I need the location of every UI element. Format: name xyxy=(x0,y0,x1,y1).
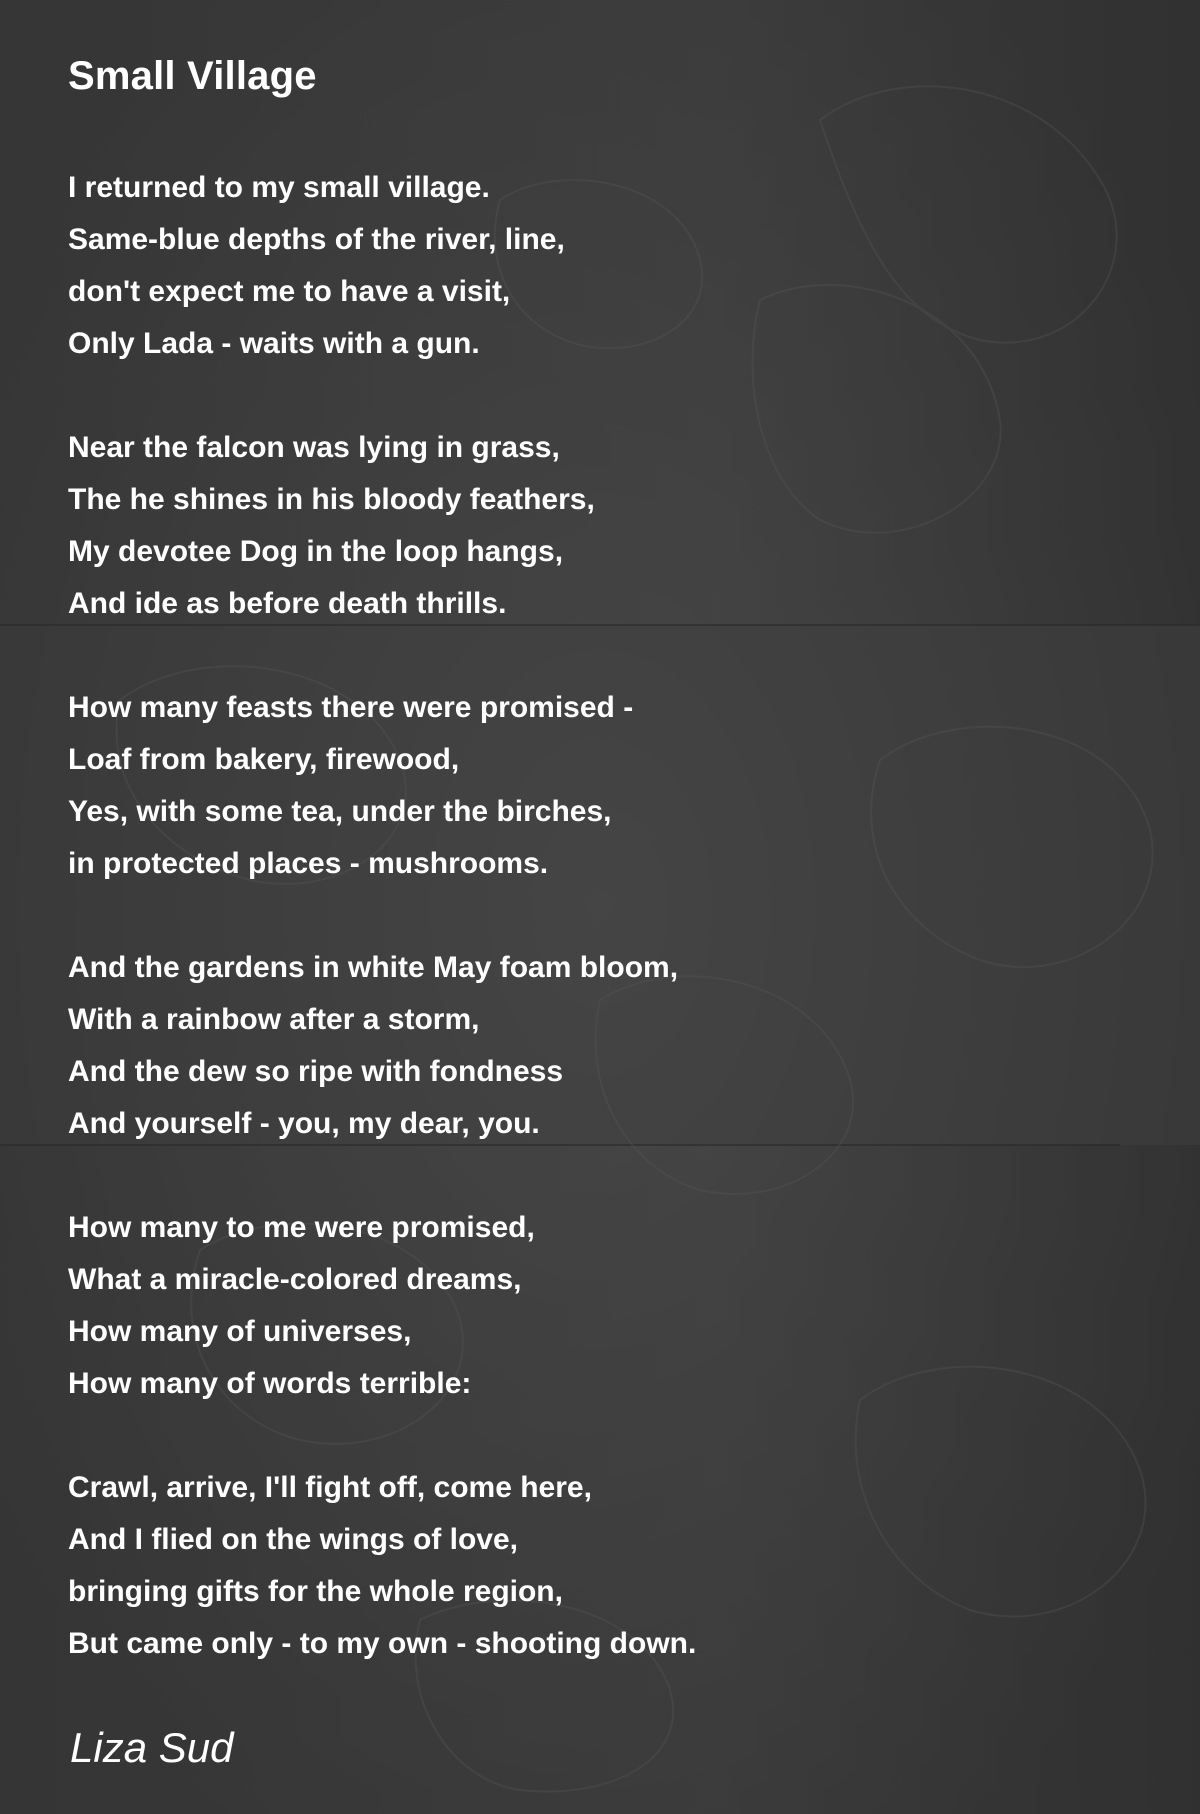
poem-container xyxy=(68,50,1148,1774)
poem-line: My devotee Dog in the loop hangs, xyxy=(68,535,564,568)
poem-line: Near the falcon was lying in grass, xyxy=(68,431,560,464)
poem-line: How many of universes, xyxy=(68,1315,412,1348)
stanza xyxy=(68,682,1148,890)
poem-line: And I flied on the wings of love, xyxy=(68,1523,518,1556)
stanza xyxy=(68,1202,1148,1410)
poem-line: And the dew so ripe with fondness xyxy=(68,1055,564,1088)
poem-body xyxy=(68,162,1148,1670)
poem-line: bringing gifts for the whole region, xyxy=(68,1575,563,1608)
poem-line: Same-blue depths of the river, line, xyxy=(68,223,565,256)
stanza xyxy=(68,422,1148,630)
poem-line: With a rainbow after a storm, xyxy=(68,1003,480,1036)
poem-line: The he shines in his bloody feathers, xyxy=(68,483,595,516)
stanza xyxy=(68,1462,1148,1670)
poem-author: Liza Sud xyxy=(70,1724,234,1771)
stanza xyxy=(68,942,1148,1150)
poem-line: But came only - to my own - shooting down. xyxy=(68,1627,697,1660)
poem-line: And the gardens in white May foam bloom, xyxy=(68,951,679,984)
poem-line: Yes, with some tea, under the birches, xyxy=(68,795,612,828)
poem-line: Loaf from bakery, firewood, xyxy=(68,743,460,776)
stanza xyxy=(68,162,1148,370)
poem-line: Crawl, arrive, I'll fight off, come here, xyxy=(68,1471,592,1504)
poem-line: How many feasts there were promised - xyxy=(68,691,634,724)
poem-line: What a miracle-colored dreams, xyxy=(68,1263,522,1296)
poem-line: don't expect me to have a visit, xyxy=(68,275,511,308)
poem-line: How many of words terrible: xyxy=(68,1367,472,1400)
poem-line: And ide as before death thrills. xyxy=(68,587,507,620)
poem-line: in protected places - mushrooms. xyxy=(68,847,549,880)
poem-title: Small Village xyxy=(68,54,317,98)
poem-line: And yourself - you, my dear, you. xyxy=(68,1107,540,1140)
poem-line: How many to me were promised, xyxy=(68,1211,535,1244)
poem-line: Only Lada - waits with a gun. xyxy=(68,327,480,360)
poem-line: I returned to my small village. xyxy=(68,171,490,204)
